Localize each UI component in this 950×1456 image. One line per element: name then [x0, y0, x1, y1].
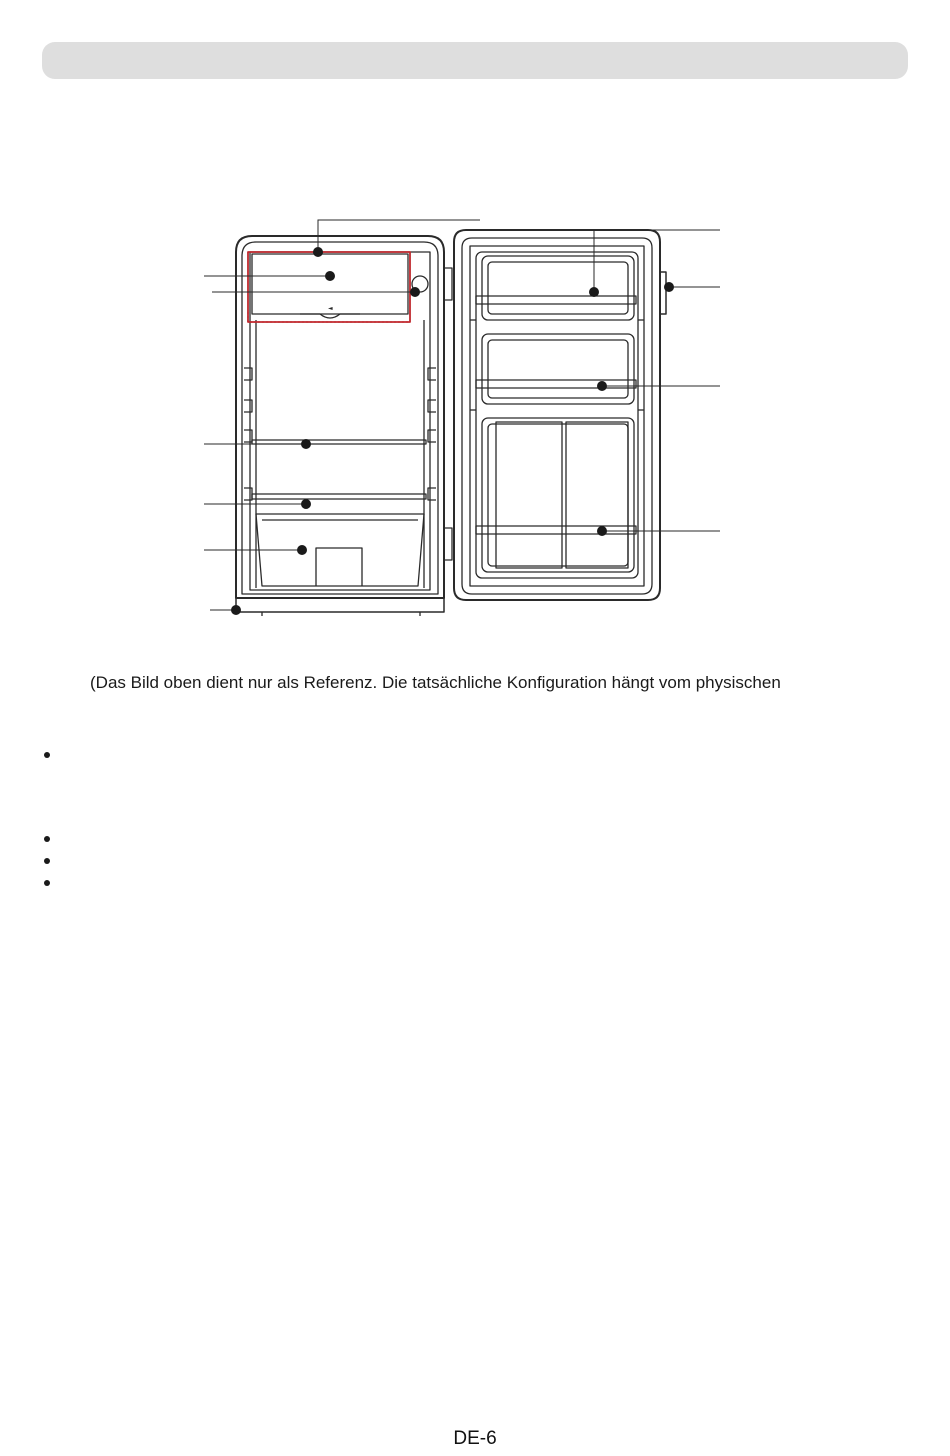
door-hinges — [444, 268, 452, 560]
refrigerator-diagram — [0, 0, 950, 660]
bullet-point — [44, 836, 50, 842]
svg-text:◄: ◄ — [328, 305, 333, 312]
bullet-point — [44, 858, 50, 864]
bullet-point — [44, 752, 50, 758]
diagram-caption: (Das Bild oben dient nur als Referenz. Die tatsächliche Konfiguration hängt vom physischen — [90, 673, 781, 692]
page-number: DE-6 — [453, 1428, 497, 1449]
door-illustration — [454, 230, 666, 600]
bullet-point — [44, 880, 50, 886]
